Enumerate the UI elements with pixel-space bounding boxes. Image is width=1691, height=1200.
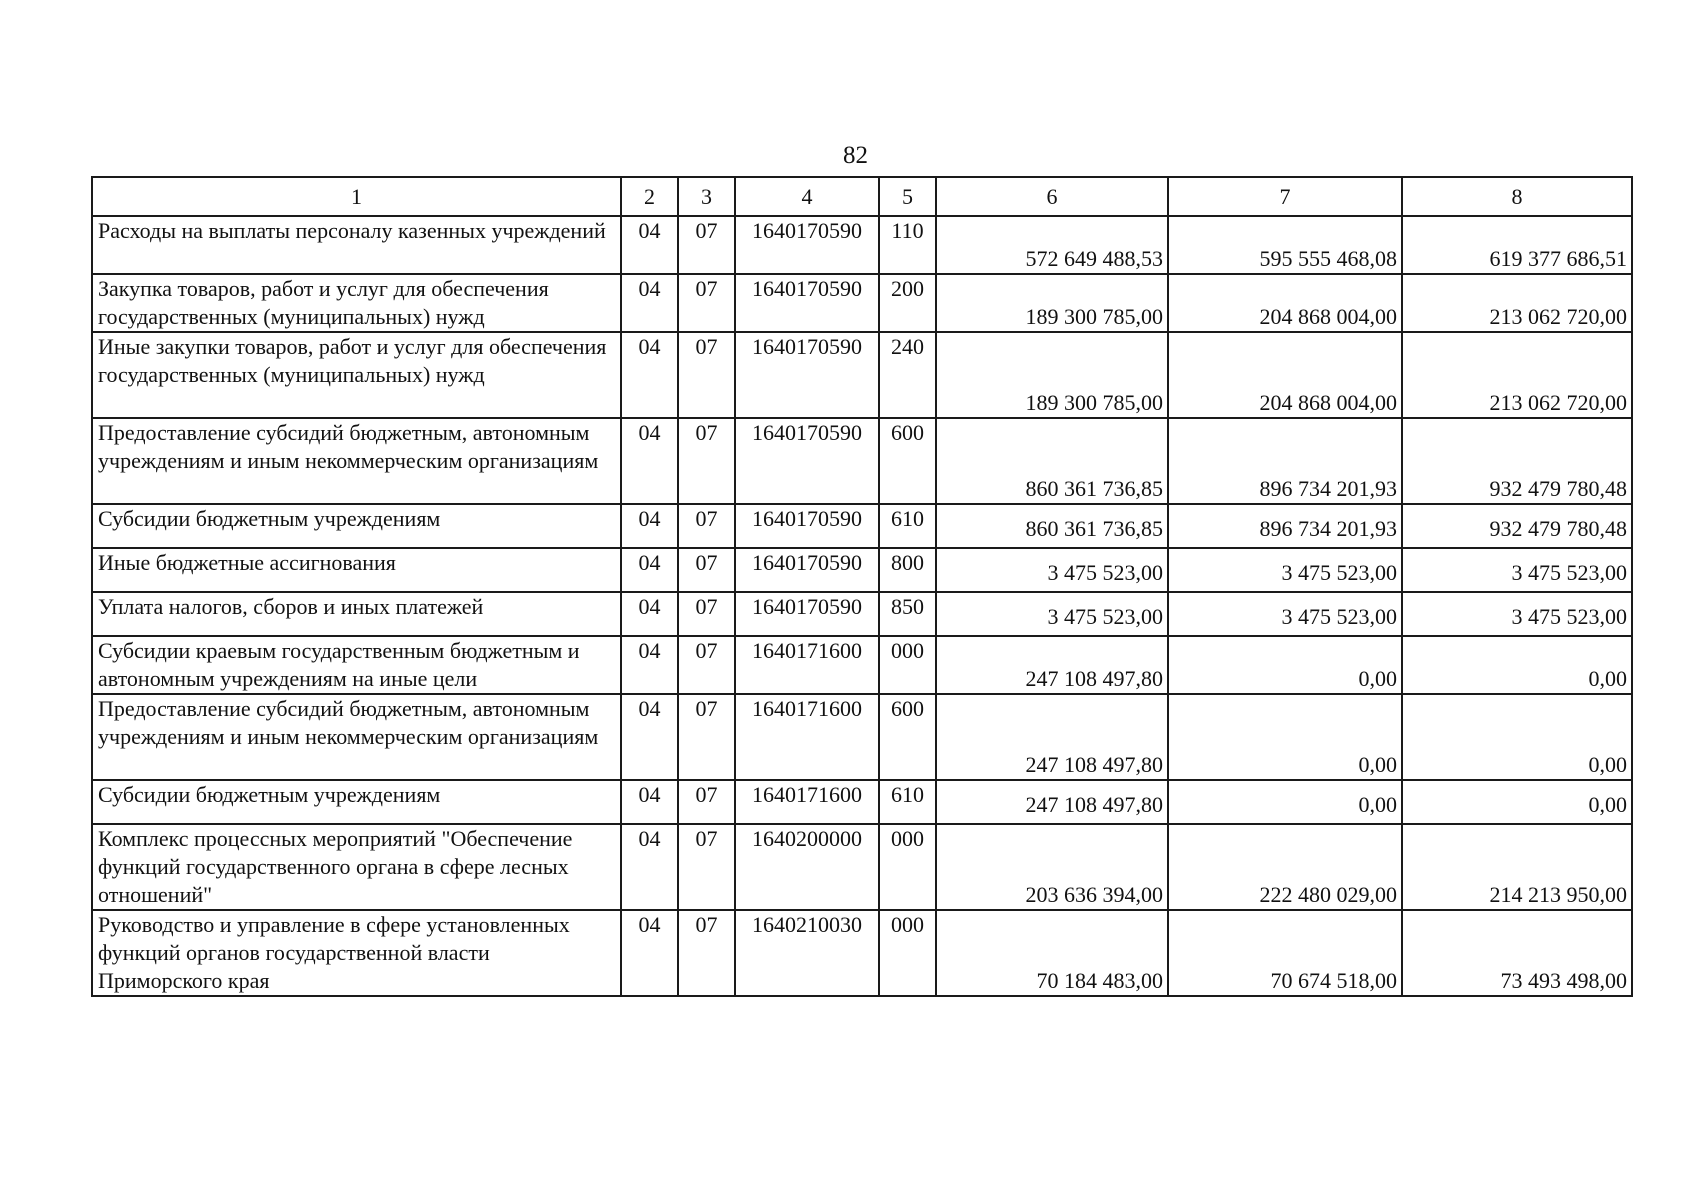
row-amount-7: 896 734 201,93	[1168, 418, 1402, 504]
table-row	[92, 274, 1632, 332]
row-amount-6: 70 184 483,00	[936, 910, 1168, 996]
row-expense-type: 000	[879, 824, 936, 910]
table-header-row	[92, 177, 1632, 216]
row-name: Предоставление субсидий бюджетным, автономным учреждениям и иным некоммерческим организациям	[92, 694, 621, 780]
row-expense-type: 200	[879, 274, 936, 332]
row-amount-8: 932 479 780,48	[1402, 418, 1632, 504]
header-cell: 3	[678, 177, 735, 216]
row-section-code: 04	[621, 636, 678, 694]
row-target-code: 1640171600	[735, 694, 879, 780]
row-amount-7: 0,00	[1168, 636, 1402, 694]
table-row	[92, 418, 1632, 504]
row-target-code: 1640170590	[735, 504, 879, 548]
row-section-code: 04	[621, 274, 678, 332]
table-row	[92, 694, 1632, 780]
table-row	[92, 592, 1632, 636]
row-name: Субсидии бюджетным учреждениям	[92, 780, 621, 824]
row-amount-7: 896 734 201,93	[1168, 504, 1402, 548]
row-amount-7: 3 475 523,00	[1168, 548, 1402, 592]
row-amount-8: 73 493 498,00	[1402, 910, 1632, 996]
header-cell: 7	[1168, 177, 1402, 216]
row-amount-8: 3 475 523,00	[1402, 592, 1632, 636]
row-amount-6: 189 300 785,00	[936, 332, 1168, 418]
row-section-code: 04	[621, 780, 678, 824]
row-section-code: 04	[621, 592, 678, 636]
row-subsection-code: 07	[678, 332, 735, 418]
row-amount-6: 247 108 497,80	[936, 636, 1168, 694]
row-target-code: 1640170590	[735, 548, 879, 592]
header-cell: 6	[936, 177, 1168, 216]
row-amount-8: 214 213 950,00	[1402, 824, 1632, 910]
row-target-code: 1640171600	[735, 780, 879, 824]
row-expense-type: 110	[879, 216, 936, 274]
row-amount-6: 247 108 497,80	[936, 780, 1168, 824]
row-amount-7: 204 868 004,00	[1168, 274, 1402, 332]
row-name: Иные закупки товаров, работ и услуг для обеспечения государственных (муниципальных) нужд	[92, 332, 621, 418]
header-cell: 5	[879, 177, 936, 216]
row-subsection-code: 07	[678, 274, 735, 332]
table-row	[92, 216, 1632, 274]
row-amount-7: 204 868 004,00	[1168, 332, 1402, 418]
row-amount-6: 860 361 736,85	[936, 504, 1168, 548]
row-target-code: 1640170590	[735, 332, 879, 418]
row-expense-type: 000	[879, 910, 936, 996]
row-subsection-code: 07	[678, 418, 735, 504]
header-cell: 1	[92, 177, 621, 216]
row-subsection-code: 07	[678, 636, 735, 694]
row-subsection-code: 07	[678, 592, 735, 636]
row-target-code: 1640170590	[735, 418, 879, 504]
table-row	[92, 548, 1632, 592]
row-name: Субсидии краевым государственным бюджетным и автономным учреждениям на иные цели	[92, 636, 621, 694]
row-expense-type: 610	[879, 780, 936, 824]
row-section-code: 04	[621, 418, 678, 504]
row-amount-6: 247 108 497,80	[936, 694, 1168, 780]
row-section-code: 04	[621, 694, 678, 780]
row-expense-type: 600	[879, 418, 936, 504]
row-section-code: 04	[621, 548, 678, 592]
page-number: 82	[843, 142, 868, 169]
header-cell: 4	[735, 177, 879, 216]
row-subsection-code: 07	[678, 216, 735, 274]
row-expense-type: 850	[879, 592, 936, 636]
row-target-code: 1640170590	[735, 592, 879, 636]
row-target-code: 1640200000	[735, 824, 879, 910]
row-section-code: 04	[621, 910, 678, 996]
row-subsection-code: 07	[678, 780, 735, 824]
row-amount-8: 213 062 720,00	[1402, 332, 1632, 418]
header-cell: 8	[1402, 177, 1632, 216]
row-amount-7: 0,00	[1168, 780, 1402, 824]
row-amount-7: 595 555 468,08	[1168, 216, 1402, 274]
table-row	[92, 910, 1632, 996]
row-section-code: 04	[621, 332, 678, 418]
row-name: Комплекс процессных мероприятий "Обеспечение функций государственного органа в сфере лесных отношений"	[92, 824, 621, 910]
row-amount-6: 860 361 736,85	[936, 418, 1168, 504]
row-section-code: 04	[621, 824, 678, 910]
row-name: Закупка товаров, работ и услуг для обеспечения государственных (муниципальных) нужд	[92, 274, 621, 332]
row-target-code: 1640170590	[735, 274, 879, 332]
table-row	[92, 504, 1632, 548]
row-subsection-code: 07	[678, 548, 735, 592]
row-amount-8: 3 475 523,00	[1402, 548, 1632, 592]
table-row	[92, 636, 1632, 694]
row-target-code: 1640210030	[735, 910, 879, 996]
table-row	[92, 332, 1632, 418]
row-name: Предоставление субсидий бюджетным, автономным учреждениям и иным некоммерческим организациям	[92, 418, 621, 504]
row-amount-7: 0,00	[1168, 694, 1402, 780]
row-amount-6: 572 649 488,53	[936, 216, 1168, 274]
header-cell: 2	[621, 177, 678, 216]
row-name: Уплата налогов, сборов и иных платежей	[92, 592, 621, 636]
row-amount-7: 3 475 523,00	[1168, 592, 1402, 636]
row-name: Субсидии бюджетным учреждениям	[92, 504, 621, 548]
row-amount-8: 0,00	[1402, 780, 1632, 824]
table-row	[92, 824, 1632, 910]
row-amount-8: 0,00	[1402, 636, 1632, 694]
row-amount-8: 213 062 720,00	[1402, 274, 1632, 332]
row-section-code: 04	[621, 504, 678, 548]
row-expense-type: 000	[879, 636, 936, 694]
row-amount-6: 3 475 523,00	[936, 548, 1168, 592]
row-name: Руководство и управление в сфере установленных функций органов государственной власти Приморского края	[92, 910, 621, 996]
row-amount-8: 0,00	[1402, 694, 1632, 780]
row-name: Иные бюджетные ассигнования	[92, 548, 621, 592]
row-target-code: 1640170590	[735, 216, 879, 274]
row-subsection-code: 07	[678, 694, 735, 780]
row-amount-8: 932 479 780,48	[1402, 504, 1632, 548]
row-amount-6: 203 636 394,00	[936, 824, 1168, 910]
row-expense-type: 240	[879, 332, 936, 418]
row-subsection-code: 07	[678, 910, 735, 996]
row-section-code: 04	[621, 216, 678, 274]
row-expense-type: 600	[879, 694, 936, 780]
row-expense-type: 800	[879, 548, 936, 592]
row-target-code: 1640171600	[735, 636, 879, 694]
row-amount-6: 189 300 785,00	[936, 274, 1168, 332]
row-amount-7: 70 674 518,00	[1168, 910, 1402, 996]
table-row	[92, 780, 1632, 824]
row-name: Расходы на выплаты персоналу казенных учреждений	[92, 216, 621, 274]
row-expense-type: 610	[879, 504, 936, 548]
budget-table	[91, 176, 1633, 997]
row-amount-8: 619 377 686,51	[1402, 216, 1632, 274]
row-subsection-code: 07	[678, 504, 735, 548]
row-amount-6: 3 475 523,00	[936, 592, 1168, 636]
row-amount-7: 222 480 029,00	[1168, 824, 1402, 910]
row-subsection-code: 07	[678, 824, 735, 910]
